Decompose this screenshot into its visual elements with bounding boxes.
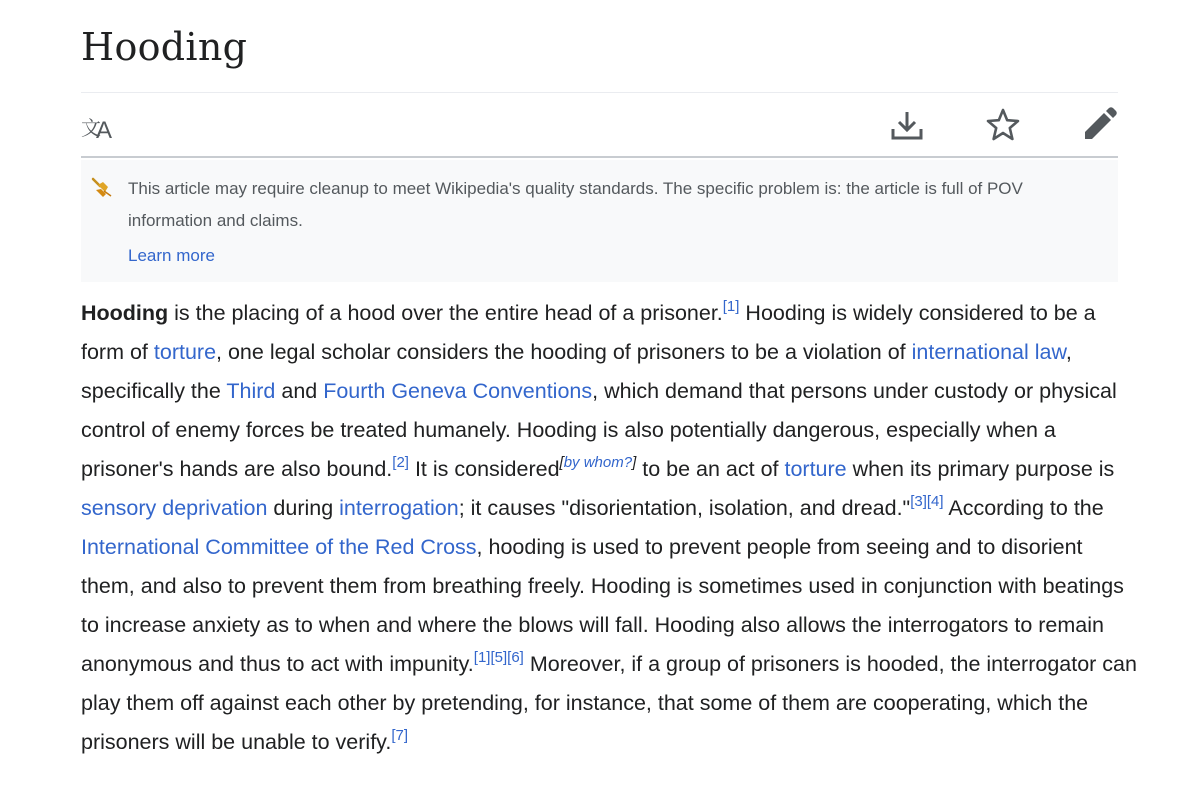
text-span: , specifically the: [81, 340, 1072, 403]
bold-term: Hooding: [81, 301, 169, 325]
text-span: ; it causes "disorientation, isolation, and dread.": [458, 496, 911, 520]
reference-link[interactable]: [1]: [473, 649, 491, 666]
text-span: , hooding is used to prevent people from seeing and to disorient them, and also to prevent them from breathing freely. Hooding is sometimes used in conjunction with beatings to increase anxiety as to when and where the blows will fall. Hooding also allows the interrogators to remain anonymous and thus to act with impunity.: [81, 535, 1124, 676]
svg-text:A: A: [96, 117, 113, 143]
link-torture[interactable]: torture: [153, 340, 217, 364]
article-paragraph: [81, 294, 1141, 762]
bracket: [: [559, 454, 564, 471]
page: [81, 0, 1137, 754]
pencil-icon[interactable]: [1081, 107, 1117, 143]
text-span: to be an act of: [636, 457, 785, 481]
text-span: Moreover, if a group of prisoners is hooded, the interrogator can play them off against each other by pretending, for instance, that some of them are cooperating, which the prisoners will be unable to verify.: [81, 652, 1137, 754]
text-span: Hooding is widely considered to be a form of: [81, 301, 1096, 364]
link-by-whom[interactable]: by whom?: [563, 454, 633, 471]
text-span: It is considered: [408, 457, 560, 481]
link-international-law[interactable]: international law: [911, 340, 1066, 364]
link-third-geneva[interactable]: Third: [226, 379, 276, 403]
page-actions-toolbar: [81, 92, 1118, 158]
reference-link[interactable]: [1]: [722, 298, 740, 315]
text-span: and: [275, 379, 324, 403]
text-span: when its primary purpose is: [846, 457, 1115, 481]
reference-link[interactable]: [6]: [507, 649, 524, 666]
by-whom-note: [560, 454, 637, 471]
link-interrogation[interactable]: interrogation: [339, 496, 459, 520]
bracket: ]: [632, 454, 637, 471]
reference-link[interactable]: [5]: [490, 649, 508, 666]
reference-link[interactable]: [4]: [926, 493, 944, 510]
cleanup-notice: [81, 160, 1118, 282]
broom-icon: [91, 176, 113, 198]
link-torture[interactable]: torture: [784, 457, 847, 481]
page-title: Hooding: [81, 25, 248, 69]
reference-link[interactable]: [7]: [391, 727, 408, 744]
download-icon[interactable]: [889, 107, 925, 143]
reference-link[interactable]: [3]: [910, 493, 927, 510]
notice-text: This article may require cleanup to meet Wikipedia's quality standards. The specific problem is: the article is full of POV information and claims.: [128, 179, 1023, 230]
learn-more-link[interactable]: Learn more: [128, 246, 215, 265]
link-sensory-deprivation[interactable]: sensory deprivation: [81, 496, 268, 520]
text-span: According to the: [943, 496, 1104, 520]
svg-text:文: 文: [81, 116, 101, 140]
language-icon[interactable]: [81, 107, 117, 143]
reference-link[interactable]: [2]: [392, 454, 409, 471]
text-span: , which demand that persons under custody or physical control of enemy forces be treated humanely. Hooding is also potentially dangerous, especially when a prisoner's hands are also bound.: [81, 379, 1117, 481]
link-fourth-geneva[interactable]: Fourth Geneva Conventions: [323, 379, 593, 403]
star-icon[interactable]: [985, 107, 1021, 143]
text-span: during: [267, 496, 340, 520]
text-span: , one legal scholar considers the hooding of prisoners to be a violation of: [216, 340, 912, 364]
link-icrc[interactable]: International Committee of the Red Cross: [81, 535, 477, 559]
text-span: is the placing of a hood over the entire head of a prisoner.: [168, 301, 723, 325]
